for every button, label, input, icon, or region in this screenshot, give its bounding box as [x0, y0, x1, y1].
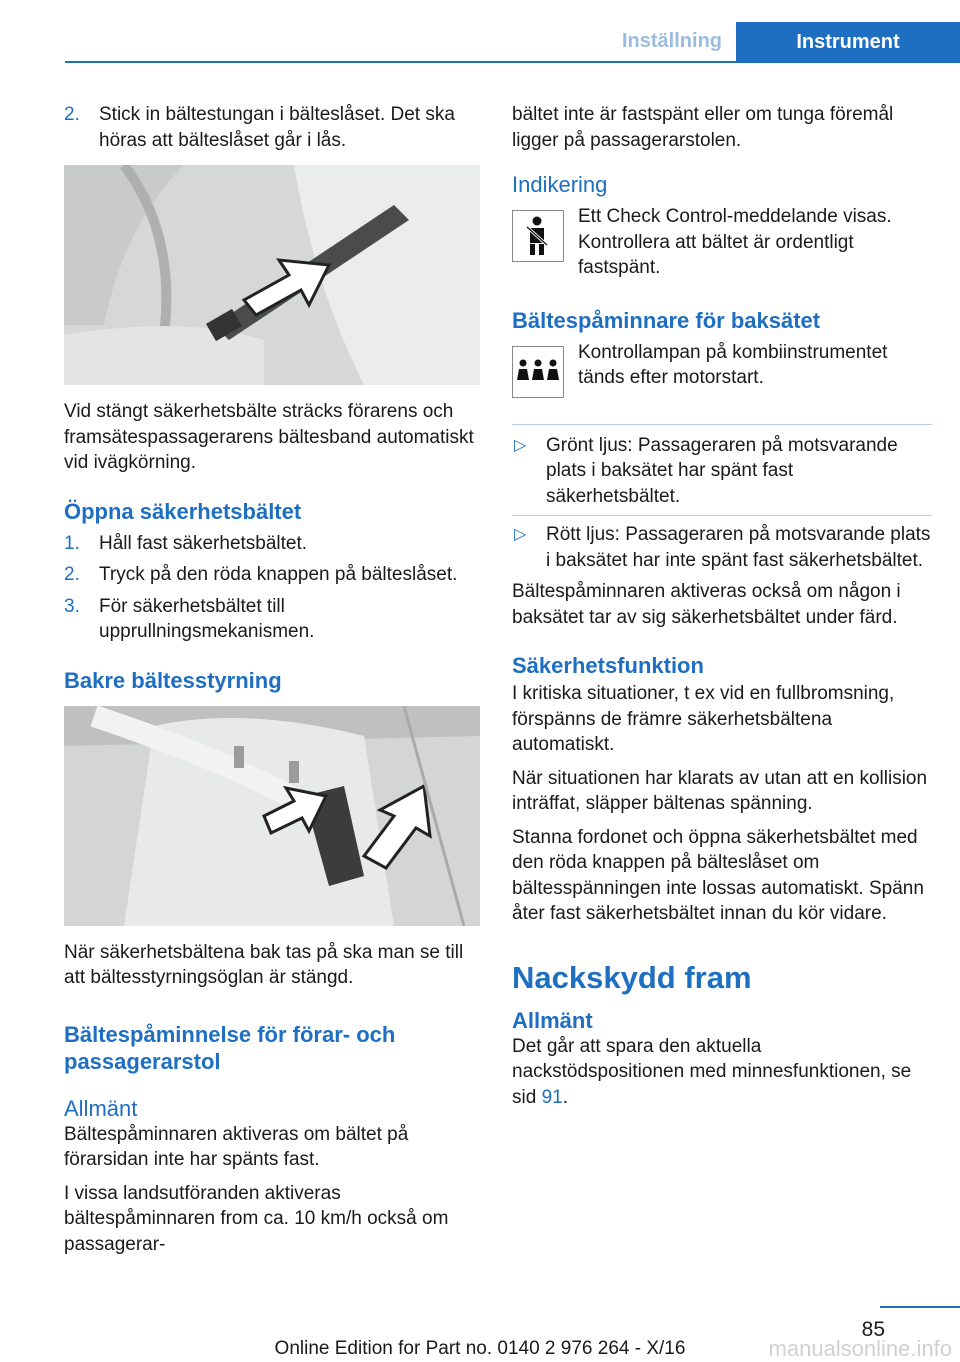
light-status-list	[512, 424, 932, 574]
seatbelt-warning-icon	[512, 210, 564, 262]
page-link-91[interactable]: 91	[541, 1086, 563, 1108]
open-step-item	[64, 531, 482, 557]
heading-rear-guide: Bakre bältesstyrning	[64, 667, 282, 693]
left-column	[64, 102, 482, 1265]
watermark: manualsonline.info	[768, 1336, 952, 1361]
safety-text-2: När situationen har klarats av utan att en kollision inträffat, släpper bältenas spänning.	[512, 767, 928, 814]
heading-headrest: Nackskydd fram	[512, 959, 752, 995]
rear-belt-guide-photo	[64, 706, 480, 926]
heading-reminder: Bältespåminnelse för förar- och passagerarstol	[64, 1021, 396, 1074]
heading-open-belt: Öppna säkerhetsbältet	[64, 498, 302, 524]
step-number: 2.	[64, 104, 80, 125]
light-status-text: Grönt ljus: Passageraren på motsvarande plats i baksätet har spänt fast säkerhetsbältet.	[546, 434, 898, 507]
right-column	[512, 102, 932, 1118]
rear-reminder-text: Kontrollampan på kombiinstrumentet tänds efter motorstart.	[578, 341, 888, 388]
general-text-1: Bältespåminnaren aktiveras om bältet på förarsidan inte har spänts fast.	[64, 1123, 409, 1170]
rear-guide-text: När säkerhetsbältena bak tas på ska man se till att bältesstyrningsöglan är stängd.	[64, 941, 464, 988]
closed-belt-text: Vid stängt säkerhetsbälte sträcks förarens och framsätespassagerarens bältesband automatiskt vid ivägkörning.	[64, 401, 474, 473]
step-text: Stick in bältestungan i bälteslåset. Det ska höras att bälteslåset går i lås.	[99, 104, 455, 151]
headrest-text-end: .	[562, 1086, 568, 1108]
seatbelt-buckle-photo	[64, 165, 480, 385]
edition-footer: Online Edition for Part no. 0140 2 976 264 - X/16	[274, 1338, 686, 1359]
light-status-text: Rött ljus: Passageraren på motsvarande plats i baksätet har inte spänt fast säkerhetsbältet.	[546, 524, 931, 571]
safety-text-1: I kritiska situationer, t ex vid en fullbromsning, förspänns de främre säkerhetsbältena automatiskt.	[512, 683, 895, 755]
indication-row	[512, 204, 932, 281]
rear-reminder-row	[512, 340, 932, 410]
general-text-2: I vissa landsutföranden aktiveras bältespåminnaren from ca. 10 km/h också om passagerar-	[64, 1182, 449, 1255]
also-active-text: Bältespåminnaren aktiveras också om någon i baksätet tar av sig säkerhetsbältet under färd.	[512, 581, 901, 628]
indication-text: Ett Check Control-meddelande visas. Kontrollera att bältet är ordentligt fastspänt.	[578, 206, 892, 278]
step-text: För säkerhetsbältet till upprullningsmekanismen.	[99, 595, 315, 642]
headrest-text-body: Det går att spara den aktuella nackstödspositionen med minnesfunktionen, se sid	[512, 1035, 912, 1108]
triangle-bullet-icon: ▷	[514, 436, 527, 454]
step-item	[64, 102, 482, 153]
subheading-general: Allmänt	[64, 1095, 138, 1121]
headrest-text	[512, 1034, 932, 1111]
continued-text: bältet inte är fastspänt eller om tunga föremål ligger på passagerarstolen.	[512, 104, 894, 151]
tab-instrument[interactable]: Instrument	[736, 22, 960, 63]
open-step-item	[64, 594, 482, 645]
footer-rule	[880, 1306, 960, 1308]
rear-belt-guide-illustration	[64, 706, 480, 926]
step-text: Håll fast säkerhetsbältet.	[99, 532, 308, 554]
page-number: 85	[861, 1318, 885, 1341]
heading-rear-reminder: Bältespåminnare för baksätet	[512, 307, 821, 333]
tab-installning[interactable]: Inställning	[622, 30, 722, 52]
header-rule	[65, 61, 960, 63]
light-status-item	[512, 515, 932, 573]
seatbelt-buckle-illustration	[64, 165, 480, 385]
heading-indication: Indikering	[512, 172, 608, 197]
light-status-item	[512, 433, 932, 510]
page-header	[65, 22, 960, 62]
subheading-general-right: Allmänt	[512, 1007, 593, 1033]
triangle-bullet-icon: ▷	[514, 526, 527, 543]
heading-safety: Säkerhetsfunktion	[512, 653, 704, 678]
safety-text-3: Stanna fordonet och öppna säkerhetsbältet med den röda knappen på bälteslåset om bältesspänningen inte lossas automatiskt. Spänn åter fast säkerhetsbältet innan du kör vidare.	[512, 826, 924, 924]
step-text: Tryck på den röda knappen på bälteslåset.	[99, 564, 458, 585]
rear-seats-icon	[512, 346, 564, 398]
open-step-item	[64, 562, 482, 588]
step-number: 1.	[64, 532, 80, 554]
step-number: 2.	[64, 564, 80, 585]
step-number: 3.	[64, 595, 80, 617]
open-steps-list	[64, 531, 482, 645]
